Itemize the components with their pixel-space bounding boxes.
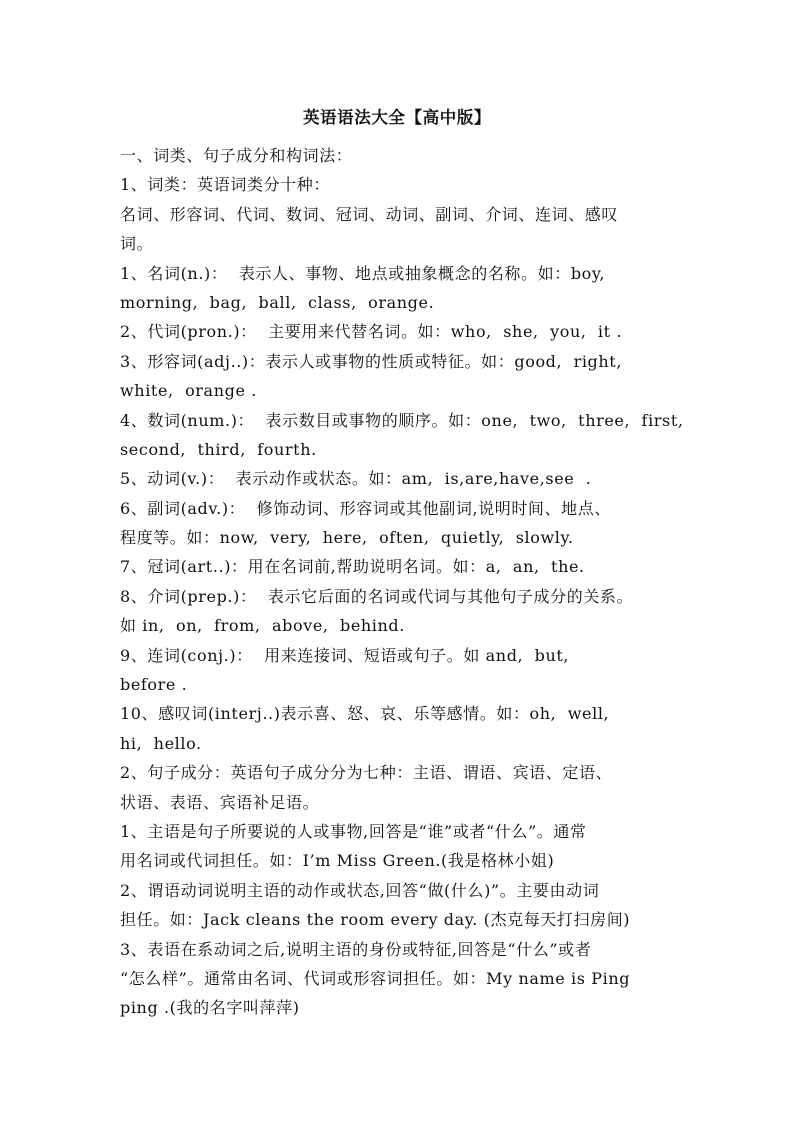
text-line: hi, hello. — [120, 733, 202, 753]
text-line: 2、代词(pron.)： 主要用来代替名词。如：who, she, you, it . — [120, 322, 623, 342]
text-line: 10、感叹词(interj..)表示喜、怒、哀、乐等感情。如：oh, well, — [120, 704, 610, 724]
text-line: 担任。如：Jack cleans the room every day. (杰克每天打扫房间) — [120, 910, 631, 930]
text-line: 如 in, on, from, above, behind. — [120, 616, 405, 636]
text-line: 4、数词(num.)： 表示数目或事物的顺序。如：one, two, three, first, — [120, 410, 684, 430]
text-line: 2、谓语动词说明主语的动作或状态,回答“做(什么)”。主要由动词 — [120, 880, 600, 900]
text-line: 9、连词(conj.)： 用来连接词、短语或句子。如 and, but, — [120, 645, 570, 665]
text-line: “怎么样”。通常由名词、代词或形容词担任。如：My name is Ping — [120, 968, 631, 988]
document-title: 英语语法大全【高中版】 — [302, 108, 492, 127]
text-line: morning, bag, ball, class, orange. — [120, 292, 435, 312]
text-line: 1、主语是句子所要说的人或事物,回答是“谁”或者“什么”。通常 — [120, 821, 587, 841]
text-line: 名词、形容词、代词、数词、冠词、动词、副词、介词、连词、感叹 — [120, 204, 619, 224]
subsection-heading: 2、句子成分：英语句子成分分为七种：主语、谓语、宾语、定语、 — [120, 763, 613, 783]
document-body — [120, 141, 710, 1023]
text-line: 程度等。如：now, very, here, often, quietly, slowly. — [120, 528, 574, 548]
text-line: second, third, fourth. — [120, 439, 317, 459]
text-line: 3、表语在系动词之后,说明主语的身份或特征,回答是“什么”或者 — [120, 939, 592, 959]
text-line: 1、名词(n.)： 表示人、事物、地点或抽象概念的名称。如：boy, — [120, 263, 606, 283]
text-line: 8、介词(prep.)： 表示它后面的名词或代词与其他句子成分的关系。 — [120, 586, 634, 606]
text-line: white, orange . — [120, 381, 257, 401]
text-line: 用名词或代词担任。如：I’m Miss Green.(我是格林小姐) — [120, 851, 555, 871]
text-line: before . — [120, 675, 188, 695]
text-line: ping .(我的名字叫萍萍) — [120, 998, 300, 1018]
text-line: 7、冠词(art..)：用在名词前,帮助说明名词。如：a, an, the. — [120, 557, 585, 577]
subsection-heading: 1、词类：英语词类分十种： — [120, 175, 330, 195]
text-line: 6、副词(adv.)： 修饰动词、形容词或其他副词,说明时间、地点、 — [120, 498, 611, 518]
text-line: 词。 — [120, 234, 154, 254]
text-line: 3、形容词(adj..)：表示人或事物的性质或特征。如：good, right, — [120, 351, 623, 371]
section-heading: 一、词类、句子成分和构词法： — [120, 146, 353, 165]
text-line: 5、动词(v.)： 表示动作或状态。如：am, is,are,have,see . — [120, 469, 592, 489]
text-line: 状语、表语、宾语补足语。 — [120, 792, 320, 812]
